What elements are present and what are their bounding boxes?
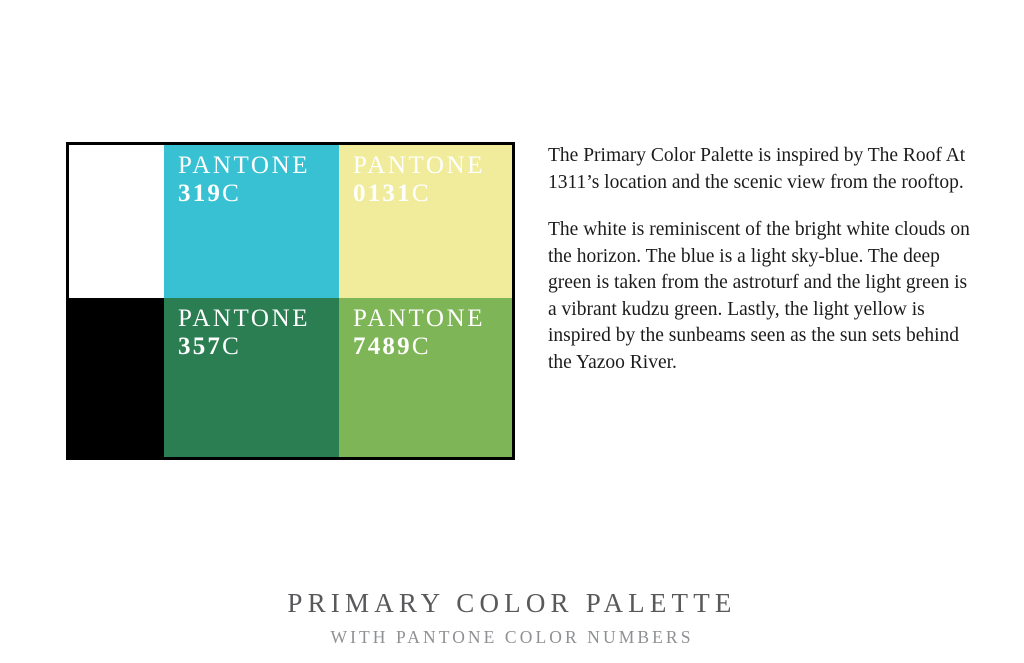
yellow-pantone-number: 0131C xyxy=(353,179,430,207)
light-green-pantone-word: PANTONE xyxy=(353,305,486,332)
yellow-swatch-label xyxy=(353,153,485,207)
light-green-pantone-number: 7489C xyxy=(353,332,430,360)
light-green-swatch xyxy=(339,298,512,457)
footer-title: PRIMARY COLOR PALETTE xyxy=(287,588,737,618)
footer-subtitle: WITH PANTONE COLOR NUMBERS xyxy=(330,627,694,647)
dark-green-swatch xyxy=(164,298,339,457)
yellow-pantone-word: PANTONE xyxy=(353,152,486,179)
blue-swatch-label xyxy=(178,153,310,207)
dark-green-swatch-label xyxy=(178,306,310,360)
blue-swatch xyxy=(164,145,339,298)
dark-green-pantone-word: PANTONE xyxy=(178,305,311,332)
white-swatch xyxy=(69,145,164,298)
palette-block xyxy=(66,142,515,460)
palette-description xyxy=(548,143,978,376)
light-green-swatch-label xyxy=(353,306,485,360)
dark-green-pantone-number: 357C xyxy=(178,332,241,360)
description-paragraph-1: The Primary Color Palette is inspired by The Roof At 1311’s location and the scenic view from the rooftop. xyxy=(548,145,966,193)
black-swatch xyxy=(69,298,164,457)
page-footer xyxy=(0,588,1024,648)
blue-pantone-number: 319C xyxy=(178,179,241,207)
description-paragraph-2: The white is reminiscent of the bright white clouds on the horizon. The blue is a light sky-blue. The deep green is taken from the astroturf and the light green is a vibrant kudzu green. Lastly, the light yellow is inspired by the sunbeams seen as the sun sets behind the Yazoo River. xyxy=(548,219,970,373)
yellow-swatch xyxy=(339,145,512,298)
blue-pantone-word: PANTONE xyxy=(178,152,311,179)
palette-grid xyxy=(69,145,512,457)
